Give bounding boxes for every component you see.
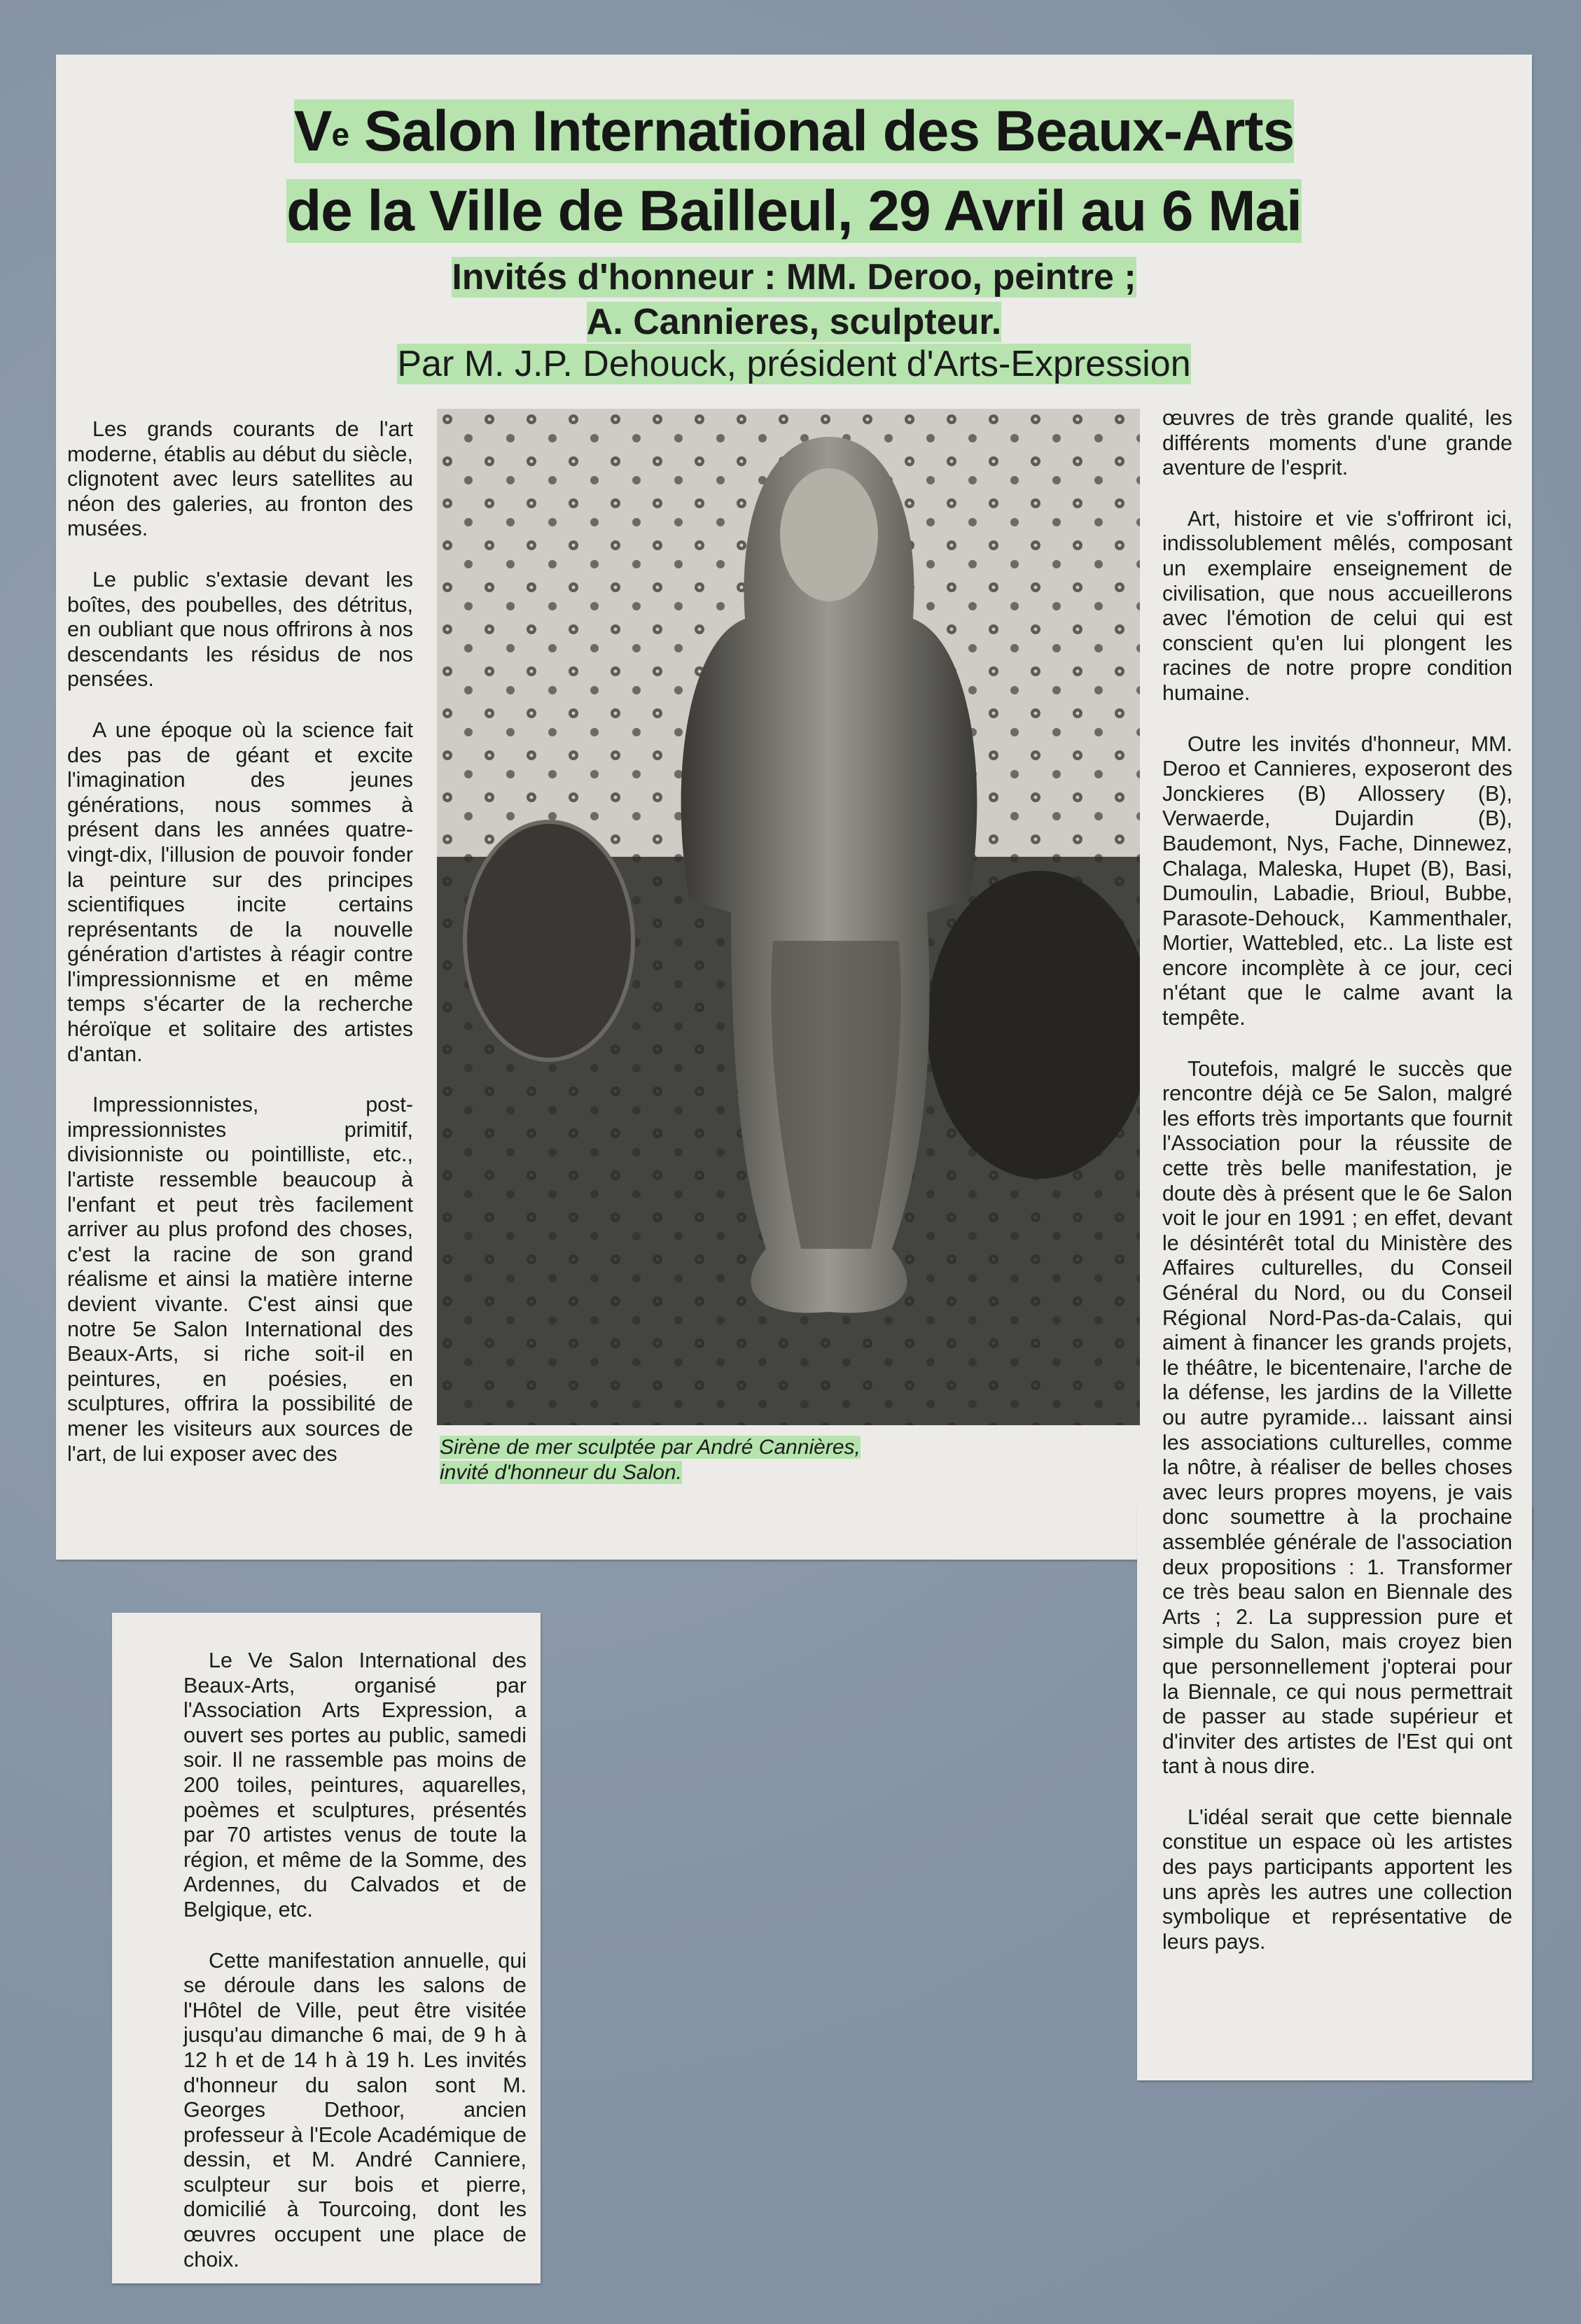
article-paragraph: A une époque où la science fait des pas de géant et excite l'imagination des jeunes générations, nous sommes à présent dans les années quatre-vingt-dix, l'illusion de pouvoir fonder la peinture sur des principes scientifiques incite certains représentants de la nouvelle génération d'artistes à réagir contre l'impressionnisme et en même temps s'écarter de la recherche héroïque et solitaire des artistes d'antan. bbox=[67, 718, 413, 1066]
article-paragraph: Le public s'extasie devant les boîtes, des poubelles, des détritus, en oubliant que nous offrirons à nos descendants les résidus de nos pensées. bbox=[67, 567, 413, 692]
article-paragraph: Toutefois, malgré le succès que rencontre déjà ce 5e Salon, malgré les efforts très importants que fournit l'Association pour la réussite de cette très belle manifestation, je doute dès à présent que le 6e Salon voit le jour en 1991 ; en effet, devant le désintérêt total du Ministère des Affaires culturelles, du Conseil Général du Nord, ou du Conseil Régional Nord-Pas-da-Calais, qui aiment à financer les grands projets, le théâtre, le bicentenaire, l'arche de la défense, les jardins de la Villette ou autre pyramide... laissant ainsi les associations culturelles, comme la nôtre, à réaliser de belles choses avec leurs propres moyens, je vais donc soumettre à la prochaine assemblée générale de l'association deux propositions : 1. Transformer ce très beau salon en Biennale des Arts ; 2. La suppression pure et simple du Salon, mais croyez bien que personnellement j'opterai pour la Biennale, ce qui nous permettrait de passer au stade supérieur et d'inviter des artistes de l'Est qui ont tant à nous dire. bbox=[1162, 1056, 1512, 1779]
article-title-line-2: de la Ville de Bailleul, 29 Avril au 6 Mai bbox=[286, 179, 1302, 243]
article-subtitle-line-1: Invités d'honneur : MM. Deroo, peintre ; bbox=[452, 257, 1136, 298]
article-left-column bbox=[67, 417, 413, 1492]
clipping-paragraph: Le Ve Salon International des Beaux-Arts, organisé par l'Association Arts Expression, a ouvert ses portes au public, samedi soir. Il ne rassemble pas moins de 200 toiles, peintures, aquarelles, poèmes et sculptures, présentés par 70 artistes venus de toute la région, et même de la Somme, des Ardennes, du Calvados et de Belgique, etc. bbox=[183, 1648, 527, 1921]
article-paragraph: Impressionnistes, post-impressionnistes primitif, divisionniste ou pointilliste, etc., l'artiste ressemble beaucoup à l'enfant et peut très facilement arriver au plus profond des choses, c'est la racine de son grand réalisme et ainsi la matière interne devient vivante. C'est ainsi que notre 5e Salon International des Beaux-Arts, si riche soit-il en peintures, en poésies, en sculptures, offrira la possibilité de mener les visiteurs aux sources de l'art, de lui exposer avec des bbox=[67, 1093, 413, 1466]
article-paragraph: L'idéal serait que cette biennale constitue un espace où les artistes des pays participants apportent les uns après les autres une collection symbolique et représentative de leurs pays. bbox=[1162, 1805, 1512, 1954]
article-subtitle-line-2: A. Cannieres, sculpteur. bbox=[586, 302, 1002, 342]
article-right-column bbox=[1162, 406, 1512, 1980]
article-byline: Par M. J.P. Dehouck, président d'Arts-Expression bbox=[397, 344, 1191, 384]
article-paragraph: Les grands courants de l'art moderne, établis au début du siècle, clignotent avec leurs satellites au néon des galeries, au fronton des musées. bbox=[67, 417, 413, 541]
article-paragraph: œuvres de très grande qualité, les différents moments d'une grande aventure de l'esprit. bbox=[1162, 406, 1512, 480]
article-paragraph: Outre les invités d'honneur, MM. Deroo et Cannieres, exposeront des Jonckieres (B) Allossery (B), Verwaerde, Dujardin (B), Baudemont, Nys, Fache, Dinnewez, Chalaga, Maleska, Hupet (B), Basi, Dumoulin, Labadie, Brioul, Bubbe, Parasote-Dehouck, Kammenthaler, Mortier, Wattebled, etc.. La liste est encore incomplète à ce jour, ceci n'étant que le calme avant la tempête. bbox=[1162, 732, 1512, 1030]
article-paragraph: Art, histoire et vie s'offriront ici, indissolublement mêlés, composant un exemplaire enseignement de civilisation, que nous accueillerons avec l'émotion de celui qui est conscient qu'en lui plongent les racines de notre propre condition humaine. bbox=[1162, 506, 1512, 705]
mermaid-sculpture-photo bbox=[437, 409, 1140, 1425]
clipping-paragraph: Cette manifestation annuelle, qui se déroule dans les salons de l'Hôtel de Ville, peut être visitée jusqu'au dimanche 6 mai, de 9 h à 12 h et de 14 h à 19 h. Les invités d'honneur du salon sont M. Georges Dethoor, ancien professeur à l'Ecole Académique de dessin, et M. André Canniere, sculpteur sur bois et pierre, domicilié à Tourcoing, dont les œuvres occupent une place de choix. bbox=[183, 1948, 527, 2272]
photo-caption: Sirène de mer sculptée par André Cannières, invité d'honneur du Salon. bbox=[440, 1436, 861, 1484]
small-clipping-text bbox=[183, 1648, 527, 2298]
mermaid-sculpture-image bbox=[437, 409, 1140, 1425]
article-title-line-1: Ve Salon International des Beaux-Arts bbox=[293, 99, 1295, 163]
